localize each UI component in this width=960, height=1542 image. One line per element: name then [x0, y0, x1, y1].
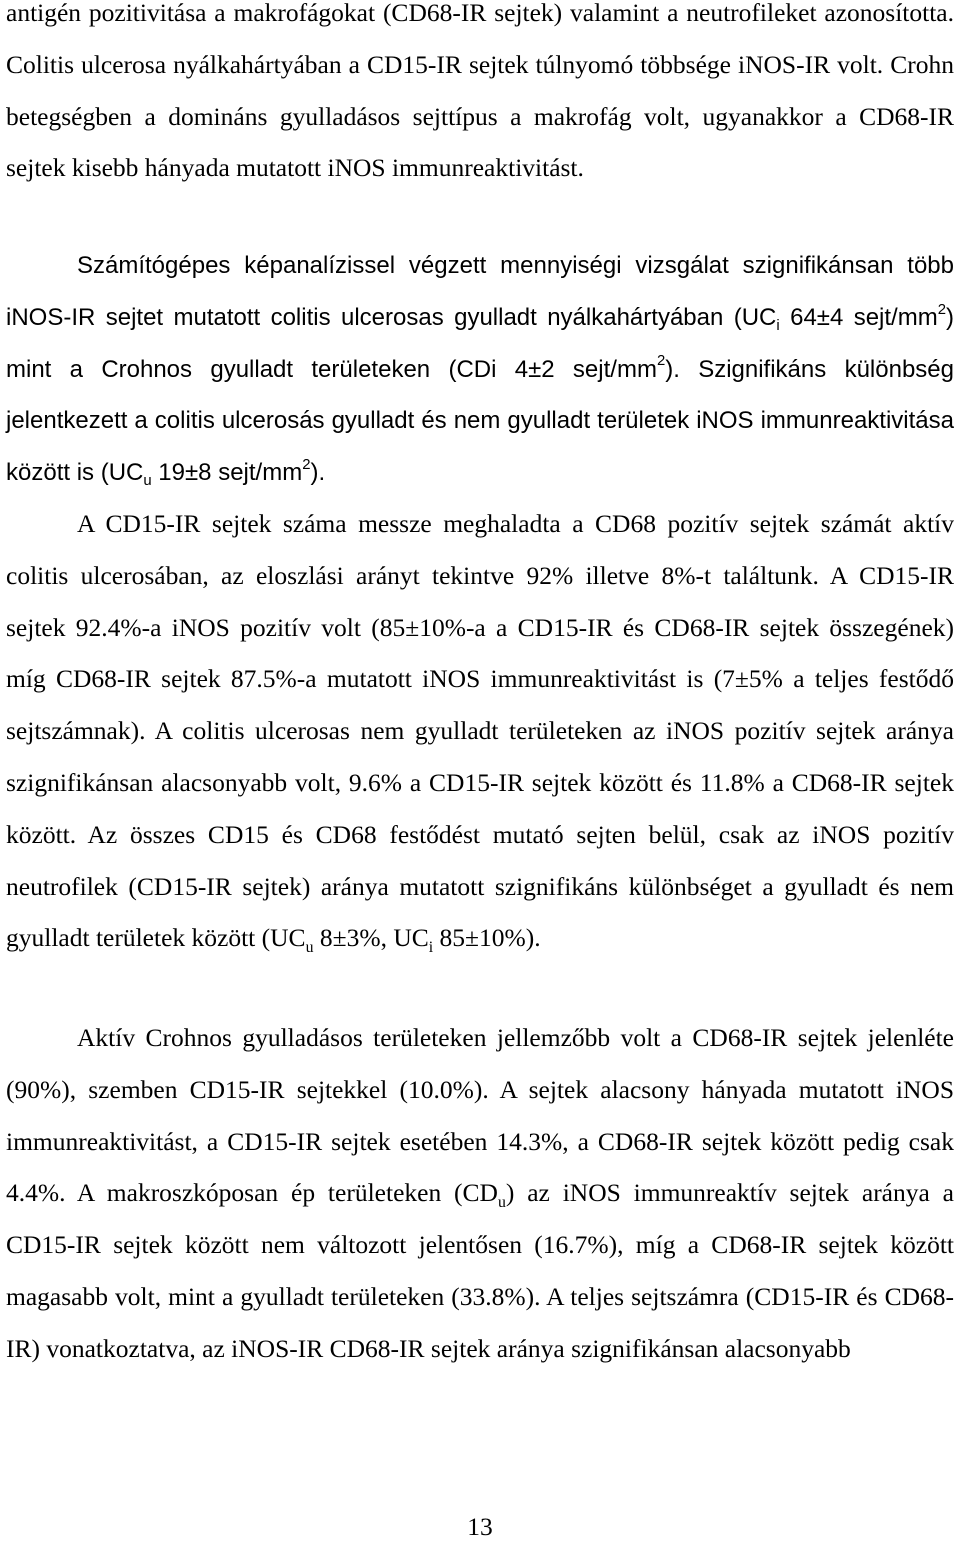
text-run: 8±3%, UC	[313, 923, 429, 953]
text-run: ) az iNOS immunreaktív sejtek aránya a CD15-IR sejtek között nem változott jelentősen (16.7%), míg a CD68-IR sejtek között magasabb volt, mint a gyulladt területeken (33.8%). A teljes sejtszámra (CD15-IR és CD68-IR) vonatkoztatva, az iNOS-IR CD68-IR sejtek aránya szignifikánsan alacsonyabb	[6, 1178, 954, 1363]
paragraph-intro	[6, 0, 954, 194]
paragraph-cd15-uc	[6, 498, 954, 964]
superscript: 2	[656, 353, 666, 370]
superscript: 2	[937, 301, 946, 318]
subscript: u	[143, 473, 152, 490]
superscript: 2	[302, 457, 311, 474]
subscript: u	[497, 1193, 506, 1211]
text-run: 19±8 sejt/mm	[151, 459, 303, 487]
subscript: i	[776, 318, 780, 334]
text-run: Aktív Crohnos gyulladásos területeken jellemzőbb volt a CD68-IR sejtek jelenléte (90%), szemben CD15-IR sejtekkel (10.0%). A sejtek alacsony hányada mutatott iNOS immunreaktivitást, a CD15-IR sejtek esetében 14.3%, a CD68-IR sejtek között pedig csak 4.4%. A makroszkóposan ép területeken (CD	[6, 1023, 954, 1208]
text-run: antigén pozitivitása a makrofágokat (CD68-IR sejtek) valamint a neutrofileket azonosította. Colitis ulcerosa nyálkahártyában a CD15-IR sejtek túlnyomó többsége iNOS-IR volt. Crohn betegségben a domináns gyulladásos sejttípus a makrofág volt, ugyanakkor a CD68-IR sejtek kisebb hányada mutatott iNOS immunreaktivitást.	[6, 0, 954, 183]
text-run: A CD15-IR sejtek száma messze meghaladta a CD68 pozitív sejtek számát aktív colitis ulcerosában, az eloszlási arányt tekintve 92% illetve 8%-t találtunk. A CD15-IR sejtek 92.4%-a iNOS pozitív volt (85±10%-a a CD15-IR és CD68-IR sejtek összegének) míg CD68-IR sejtek 87.5%-a mutatott iNOS immunreaktivitást is (7±5% a teljes festődő sejtszámnak). A colitis ulcerosas nem gyulladt területeken az iNOS pozitív sejtek aránya szignifikánsan alacsonyabb volt, 9.6% a CD15-IR sejtek között és 11.8% a CD68-IR sejtek között. Az összes CD15 és CD68 festődést mutató sejten belül, csak az iNOS pozitív neutrofilek (CD15-IR sejtek) aránya mutatott szignifikáns különbséget a gyulladt és nem gyulladt területek között (UC	[6, 509, 954, 953]
paragraph-crohn	[6, 1012, 954, 1375]
page-number: 13	[467, 1512, 493, 1541]
subscript: i	[428, 938, 434, 956]
text-run: 64±4 sejt/mm	[779, 303, 938, 331]
paragraph-image-analysis	[6, 240, 954, 499]
text-run: ).	[310, 459, 326, 487]
text-run: ) mint a Crohnos gyulladt területeken (CDi 4±2 sejt/mm	[6, 303, 954, 383]
text-run: ). Szignifikáns különbség jelentkezett a colitis ulcerosás gyulladt és nem gyulladt területek iNOS immunreaktivitása között is (UC	[6, 355, 954, 487]
text-run: 85±10%).	[433, 923, 541, 953]
text-run: Számítógépes képanalízissel végzett mennyiségi vizsgálat szignifikánsan több iNOS-IR sejtet mutatott colitis ulcerosas gyulladt nyálkahártyában (UC	[6, 252, 954, 331]
subscript: u	[305, 938, 314, 956]
